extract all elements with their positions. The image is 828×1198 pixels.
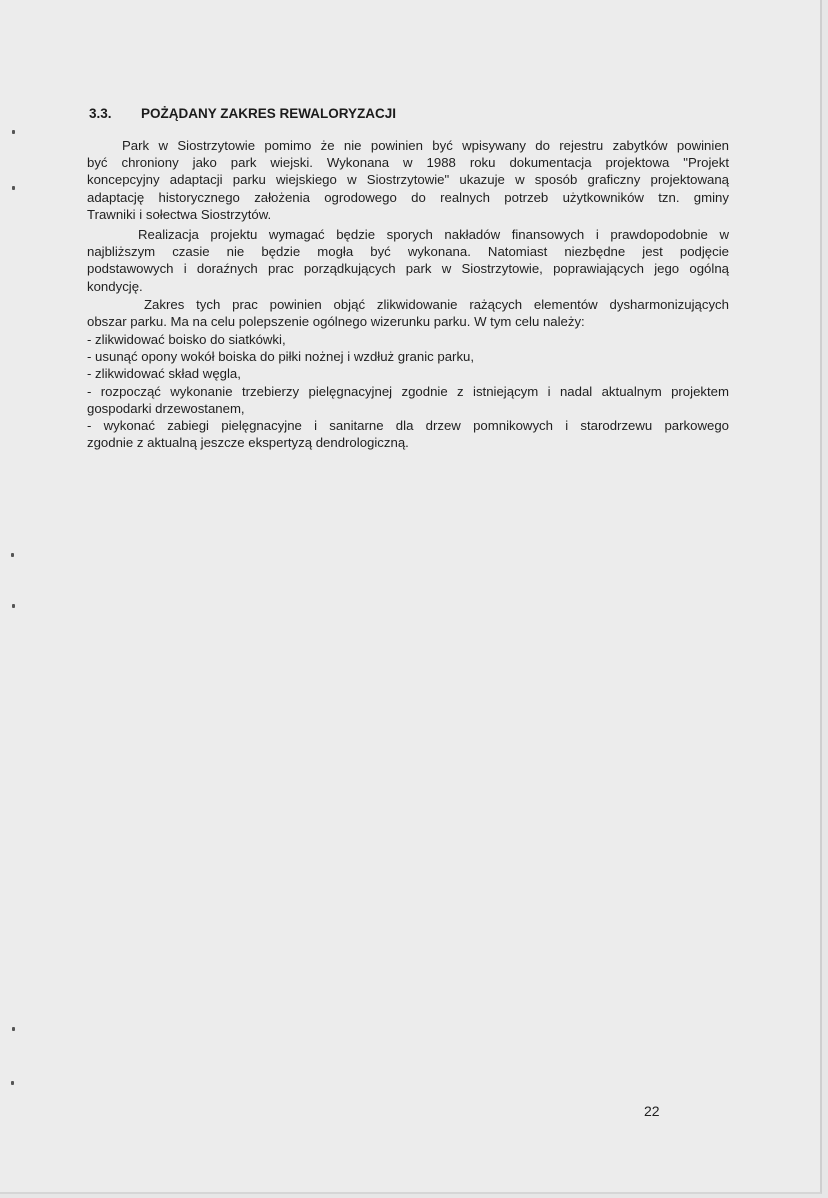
text-line: podstawowych i doraźnych prac porządkujących park w Siostrzytowie, poprawiających jego ogólną [87, 261, 729, 277]
list-item-continuation: zgodnie z aktualną jeszcze ekspertyzą dendrologiczną. [87, 435, 409, 451]
section-number: 3.3. [89, 106, 112, 121]
action-list [87, 331, 729, 451]
list-item: - rozpocząć wykonanie trzebierzy pielęgnacyjnej zgodnie z istniejącym i nadal aktualnym projektem [87, 383, 729, 399]
text-line: być chroniony jako park wiejski. Wykonana w 1988 roku dokumentacja projektowa "Projekt [87, 155, 729, 171]
binding-hole-mark [12, 1027, 15, 1031]
binding-hole-mark [12, 130, 15, 134]
text-line: kondycję. [87, 278, 143, 294]
text-line: Park w Siostrzytowie pomimo że nie powinien być wpisywany do rejestru zabytków powinien [122, 138, 729, 153]
text-line: Realizacja projektu wymagać będzie sporych nakładów finansowych i prawdopodobnie w [138, 227, 729, 242]
paragraph-1 [87, 137, 729, 223]
binding-hole-mark [12, 604, 15, 608]
list-item: - usunąć opony wokół boiska do piłki nożnej i wzdłuż granic parku, [87, 349, 475, 365]
list-item: - zlikwidować skład węgla, [87, 366, 241, 382]
section-heading [89, 106, 396, 121]
text-line: obszar parku. Ma na celu polepszenie ogólnego wizerunku parku. W tym celu należy: [87, 314, 585, 330]
text-line: Trawniki i sołectwa Siostrzytów. [87, 206, 272, 222]
paragraph-2 [87, 226, 729, 295]
section-title: POŻĄDANY ZAKRES REWALORYZACJI [141, 106, 397, 121]
binding-hole-mark [12, 186, 15, 190]
binding-hole-mark [11, 553, 14, 557]
text-line: najbliższym czasie nie będzie mogła być wykonana. Natomiast niezbędne jest podjęcie [87, 244, 729, 260]
list-item-continuation: gospodarki drzewostanem, [87, 400, 245, 416]
list-item: - zlikwidować boisko do siatkówki, [87, 332, 286, 347]
binding-hole-mark [11, 1081, 14, 1085]
paragraph-3 [87, 296, 729, 330]
text-line: Zakres tych prac powinien objąć zlikwidowanie rażących elementów dysharmonizujących [144, 297, 729, 312]
text-line: adaptację historycznego założenia ogrodowego do realnych potrzeb użytkowników tzn. gminy [87, 189, 729, 205]
list-item: - wykonać zabiegi pielęgnacyjne i sanitarne dla drzew pomnikowych i starodrzewu parkowego [87, 418, 729, 434]
text-line: koncepcyjny adaptacji parku wiejskiego w Siostrzytowie" ukazuje w sposób graficzny projektowaną [87, 172, 729, 188]
page-number: 22 [644, 1103, 660, 1119]
